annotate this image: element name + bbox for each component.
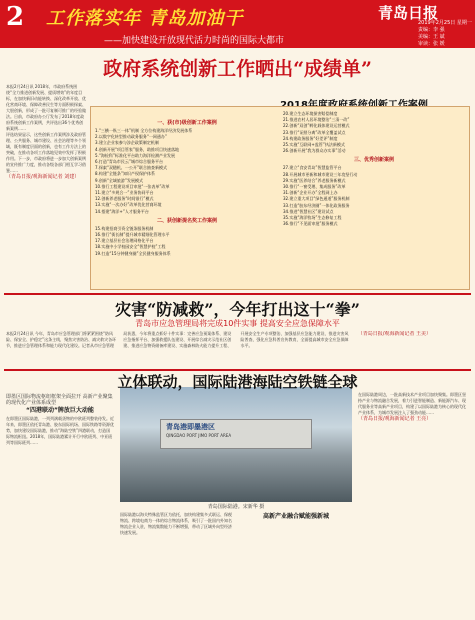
newspaper-logo: 青岛日报 [378,4,439,22]
case-item: 14.搭建“海洋+”人才服务平台 [95,208,149,214]
case-item: 35.实施“海洋牧场”生态修复工程 [283,215,342,221]
article1-intro: 本报2月24日讯 2018年，市政府系统围绕“全力推进创新发展、提质增效”的年度目标，在加快新旧动能转换、深化改革开放、优化营商环境、保障改善民生等方面积极探索、大胆创新，形成了一批可复制可推广的经验做法。日前，市政府办公厅发布了2018年度政府系统创新工作案例，共评选出36个优秀创新案例…… [6,84,86,131]
article2-byline: （青岛日报/观海新闻记者 王美） [357,331,432,337]
article3-body-mid: 国际陆港以海关特殊监管区为依托，加快构建集多式联运、保税物流、跨境电商为一体的综合物流体系，吸引了一批国内外知名物流企业入驻，物流集散能力不断增强，带动了区域外向型经济快速发展。 [120,512,232,535]
case-item: 4.创新开展“项目管家”服务，助推项目快速落地 [95,146,179,152]
case-item: 18.实施中小学校园安全“智慧护校”工程 [95,244,166,250]
case-item: 6.打造“青岛市民云”城市综合服务平台 [95,159,163,165]
section-divider [4,293,471,295]
case-item: 30.推行“一窗受理、集成服务”改革 [283,184,346,190]
case-item: 32.建立重大项目“绿色通道”服务机制 [283,196,350,202]
cases-group2-head: 二、获创新提名奖工作案例 [156,217,217,224]
issue-date: 2019年2月25日 星期一 [418,20,472,26]
article1-byline: （青岛日报/观海新闻记者 刘建） [6,174,80,180]
case-item: 23.推行“证照分离”改革全覆盖试点 [283,129,346,135]
case-item: 29.实施“医养结合”养老服务新模式 [283,177,346,183]
case-item: 21.推进农村人居环境整治“三清一改” [283,117,350,123]
case-item: 1.“三横一纵三一体”机制 全方位构建海洋经济发展体系 [95,128,193,133]
case-item: 24.构建政务服务“好差评”制度 [283,135,338,141]
case-item: 5.“海检科”标准化平台助力海洋检测产业发展 [95,152,175,158]
case-item: 8.构建“全链条”知识产权保护体系 [95,171,155,177]
date-info [418,20,472,48]
article1-body [6,84,86,290]
article2-subhead: 青岛市应急管理局将完成10件实事 提高安全应急保障水平 [135,319,340,328]
case-item: 9.创新“全域旅游”发展模式 [95,177,143,183]
case-item: 11.建立“多规合一”业务协同平台 [95,190,154,196]
case-item: 3.建立企业家参与涉企政策制定机制 [95,140,159,146]
cases-right-column [283,111,465,285]
case-item: 22.创新“双创”孵化载体建设运营模式 [283,123,350,129]
case-item: 28.开展城市更新和城市建设三年攻坚行动 [283,171,358,177]
case-item: 2.以数字化转型推动政务服务“一网通办” [95,134,167,140]
case-item: 7.探索“双随机、一公开”联合抽查新模式 [95,165,167,171]
article2-text: 本报2月24日讯 今年，青岛市应急管理部门将紧紧围绕“防风险、保安全、护稳定”这条主线，聚焦灾害防治、减灾救灾各环节，推进应急管理体系和能力现代化建设。记者从市应急管理局获悉，今年将重点抓好十件实事：完善应急预案体系、建设应急指挥平台、加强救援队伍建设、开展综合减灾示范社区创建、推进应急物资储备库建设、实施森林防火能力提升工程、开展安全生产专项整治、加强基层应急能力建设、推进灾害风险普查、强化应急科普宣传教育，全面提高城市安全应急保障水平。 [6,331,349,348]
case-item: 17.建立基层社会治理网格化平台 [95,238,154,244]
designer-credit: 美编：王 斌 [418,34,445,40]
page-number: 2 [6,2,25,32]
case-item: 12.创新养老服务“时间银行”模式 [95,196,154,202]
article3-mid-column [120,512,232,612]
cases-left-column [95,117,279,285]
article3-left-column [6,392,114,610]
case-item: 34.推进“智慧社区”建设试点 [283,208,334,214]
editor-credit: 责编：李 强 [418,27,445,33]
article2-body [6,331,469,367]
section-masthead: 工作落实年 青岛加油干 [46,8,244,29]
case-item: 31.创新“企业开办”全程网上办 [283,190,338,196]
article3-mid2-column [240,512,352,612]
port-photo [120,387,352,502]
article1-headline: 政府系统创新工作晒出“成绩单” [103,58,372,80]
article3-byline: （青岛日报/观海新闻记者 王亮） [358,416,432,422]
case-item: 13.实施“一次办好”改革优化营商环境 [95,202,162,208]
photo-caption: 青岛国际陆港。宋新华 摄 [207,504,265,510]
case-item: 10.推行工程建设项目审批“一张表单”改革 [95,183,170,189]
checker-credit: 审读：张 媛 [418,41,445,47]
cases-group1-head: 一、获(市)级创新工作案例 [157,120,217,126]
article3-headline: 立体联动，国际陆港海陆空铁链全球 [117,373,358,391]
article3-subhead: 即墨区国际物流枢纽框架全面拉开 高新产业聚集的现代化产业体系成型 [6,394,113,406]
article2-headline: 灾害“防减救”，今年打出这十“拳” [115,300,360,319]
cases-group3-head: 三、优秀创新案例 [353,157,394,164]
case-item: 36.推行“不见面审批”服务模式 [283,221,338,227]
case-item: 27.建立“食安青岛”智慧监管平台 [283,165,342,171]
article3-body-right: 在国际陆港周边，一批高新技术产业项目加快聚集。即墨区坚持产业与物流融合发展，着力引进智能制造、新能源汽车、现代服务业等高新产业项目，构建了以国际陆港为核心的现代化产业体系，为城市发展注入了强劲动能…… [358,392,466,415]
article3-right-column [358,392,469,610]
case-item: 26.创新开展“我为群众办实事”活动 [283,148,346,154]
case-item: 25.实施“互联网+监管”执法新模式 [283,142,345,148]
case-item: 19.打造“15分钟健身圈”全民健身服务体系 [95,250,171,256]
article1-body-2: 评选结果显示，这些创新工作案例涉及政府管理、公共服务、城市建设、社会治理等多个领域，既有制度层面的创新，也有工作方法上的突破，在推动各项工作落地见效中发挥了积极作用。下一步，市政府将进一步加大创新案例的宣传推广力度，推动各级各部门相互学习借鉴…… [6,132,86,173]
article3-body-left: 在即墨区国际陆港，一列列满载货物的中欧班列整装待发。近年来，即墨区依托青岛港、胶东国际机场、国际铁路等资源优势，加快建设国际陆港，推动“海陆空铁”四港联动，打造国际物流枢纽。2018年，国际陆港累计开行中欧班列、中亚班列等国际班列…… [6,416,114,445]
cases-box [90,106,470,290]
case-item: 16.推行“街长制”提升城市精细化管理水平 [95,232,170,238]
case-item: 15.构建招商引资全链条服务机制 [95,225,154,231]
article3-section2-head: 高新产业融合赋能强新城 [262,513,329,520]
section-subline: ——加快建设开放现代活力时尚的国际大都市 [104,36,285,46]
article3-section1-head: “四港联动”牌放巨大动能 [26,407,94,414]
case-item: 20.建立生态环境损害赔偿制度 [283,111,338,116]
port-sign-text: 青岛港即墨港区 [166,423,215,431]
case-item: 33.打造“胶东经济圈”一体化政务服务 [283,202,350,208]
port-sign-english: QINGDAO PORT JIMO PORT AREA [166,433,232,438]
newspaper-header [0,0,475,48]
